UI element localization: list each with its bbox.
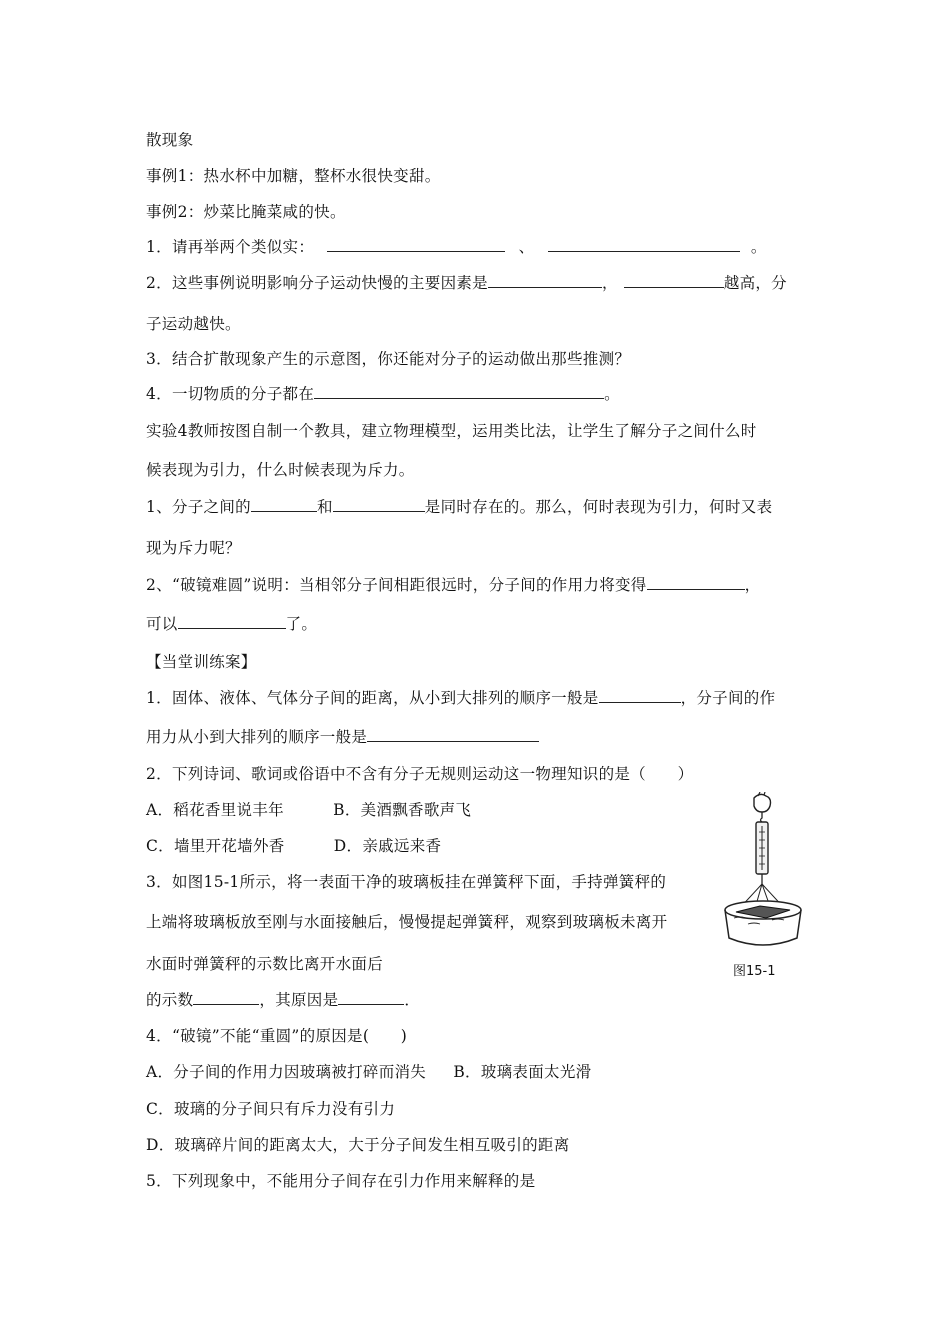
- answer-blank[interactable]: [647, 575, 745, 590]
- answer-blank[interactable]: [599, 688, 681, 703]
- question-2-cont: 子运动越快。: [146, 315, 241, 333]
- question-text: 的示数: [146, 991, 194, 1009]
- question-text: 可以: [146, 615, 178, 633]
- question-text: 2．这些事例说明影响分子运动快慢的主要因素是: [146, 274, 488, 292]
- punct: 。: [750, 238, 767, 256]
- punct: ．: [404, 991, 421, 1009]
- question-text: 了。: [285, 615, 318, 633]
- question-text: 越高，分: [723, 274, 787, 292]
- option-a[interactable]: A．稻花香里说丰年: [146, 801, 284, 819]
- training-2-options-cd: [146, 836, 441, 856]
- answer-blank[interactable]: [314, 384, 604, 399]
- answer-blank[interactable]: [327, 237, 505, 252]
- text-line: 散现象: [146, 131, 194, 149]
- question-4: [146, 384, 620, 404]
- example-2: 事例2：炒菜比腌菜咸的快。: [146, 203, 346, 221]
- experiment-4: 实验4教师按图自制一个教具，建立物理模型，运用类比法，让学生了解分子之间什么时: [146, 422, 757, 440]
- punct: ，: [744, 576, 761, 594]
- point-2: [146, 575, 760, 595]
- point-1-cont: 现为斥力呢？: [146, 539, 241, 557]
- answer-blank[interactable]: [193, 990, 259, 1005]
- training-4-option-c: [146, 1099, 395, 1119]
- punct: ，: [601, 274, 618, 292]
- question-2: [146, 273, 787, 293]
- section-heading: 【当堂训练案】: [146, 653, 257, 671]
- question-text: 2、“破镜难圆”说明：当相邻分子间相距很远时，分子间的作用力将变得: [146, 576, 647, 594]
- question-text: 4．一切物质的分子都在: [146, 385, 315, 403]
- training-4-option-d: [146, 1135, 570, 1155]
- question-text: 是同时存在的。那么，何时表现为引力，何时又表: [424, 498, 773, 516]
- spring-scale-figure: [720, 792, 808, 952]
- answer-blank[interactable]: [548, 237, 740, 252]
- separator: 、: [518, 238, 535, 256]
- question-text: 和: [316, 498, 333, 516]
- point-2-cont: [146, 614, 317, 634]
- question-text: ，其原因是: [259, 991, 339, 1009]
- training-4-options-ab: [146, 1062, 591, 1082]
- training-1-cont: [146, 727, 539, 747]
- option-d[interactable]: D．亲戚远来香: [333, 837, 442, 855]
- option-b[interactable]: B．玻璃表面太光滑: [453, 1063, 592, 1081]
- question-3: 3．结合扩散现象产生的示意图，你还能对分子的运动做出那些推测？: [146, 350, 631, 368]
- training-3-line3: 水面时弹簧秤的示数比离开水面后: [146, 955, 384, 973]
- training-3: 3．如图15-1所示，将一表面干净的玻璃板挂在弹簧秤下面，手持弹簧秤的: [146, 873, 667, 891]
- answer-blank[interactable]: [178, 614, 286, 629]
- option-c[interactable]: C．玻璃的分子间只有斥力没有引力: [146, 1100, 396, 1118]
- answer-blank[interactable]: [367, 727, 539, 742]
- option-b[interactable]: B．美酒飘香歌声飞: [333, 801, 472, 819]
- training-2: 2．下列诗词、歌词或俗语中不含有分子无规则运动这一物理知识的是（ ）: [146, 765, 694, 783]
- answer-blank[interactable]: [338, 990, 404, 1005]
- question-1: [146, 237, 767, 257]
- option-a[interactable]: A．分子间的作用力因玻璃被打碎而消失: [146, 1063, 427, 1081]
- figure-caption: 图15-1: [733, 964, 776, 979]
- point-1: [146, 497, 772, 517]
- punct: 。: [604, 385, 620, 403]
- training-3-line2: 上端将玻璃板放至刚与水面接触后，慢慢提起弹簧秤，观察到玻璃板未离开: [146, 913, 668, 931]
- training-3-line4: [146, 990, 420, 1010]
- training-4: 4．“破镜”不能“重圆”的原因是( ): [146, 1027, 408, 1045]
- training-5: 5．下列现象中，不能用分子间存在引力作用来解释的是: [146, 1172, 536, 1190]
- answer-blank[interactable]: [333, 497, 425, 512]
- answer-blank[interactable]: [251, 497, 317, 512]
- question-text: 1、分子之间的: [146, 498, 251, 516]
- training-1: [146, 688, 775, 708]
- option-d[interactable]: D．玻璃碎片间的距离太大，大于分子间发生相互吸引的距离: [146, 1136, 570, 1154]
- option-c[interactable]: C．墙里开花墙外香: [146, 837, 285, 855]
- example-1: 事例1：热水杯中加糖，整杯水很快变甜。: [146, 167, 441, 185]
- question-text: 1．请再举两个类似实：: [146, 238, 315, 256]
- training-2-options-ab: [146, 800, 471, 820]
- question-text: 用力从小到大排列的顺序一般是: [146, 728, 368, 746]
- experiment-4-cont: 候表现为引力，什么时候表现为斥力。: [146, 461, 415, 479]
- question-text: 1．固体、液体、气体分子间的距离，从小到大排列的顺序一般是: [146, 689, 599, 707]
- answer-blank[interactable]: [624, 273, 724, 288]
- answer-blank[interactable]: [488, 273, 602, 288]
- question-text: ，分子间的作: [680, 689, 776, 707]
